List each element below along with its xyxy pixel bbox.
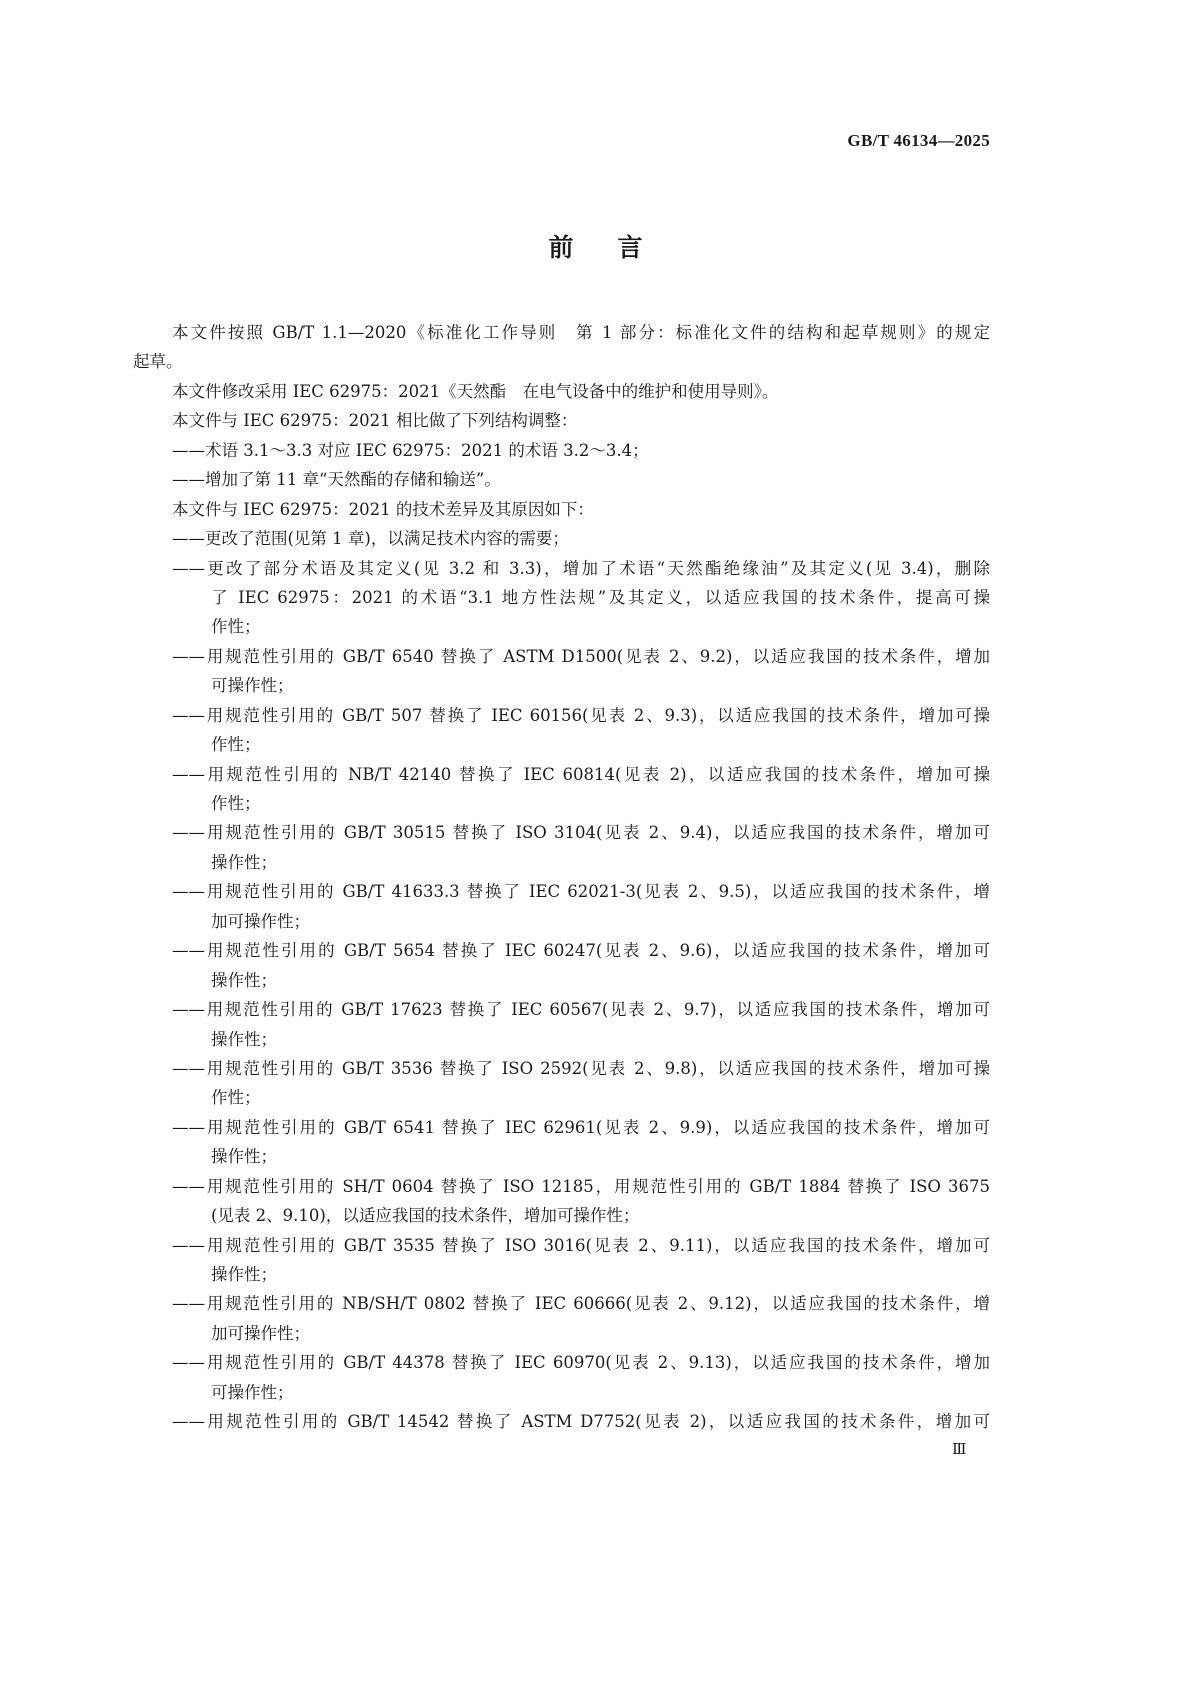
text-line: 本文件与 IEC 62975：2021 相比做了下列结构调整： [172, 411, 578, 431]
list-item [133, 995, 990, 1054]
list-item [133, 436, 990, 465]
document-body [133, 318, 990, 1437]
list-item [133, 1289, 990, 1348]
list-item [133, 524, 990, 553]
text-line: 本文件与 IEC 62975：2021 的技术差异及其原因如下： [172, 499, 594, 519]
text-line: ——用规范性引用的 GB/T 17623 替换了 IEC 60567(见表 2、9.7)，以适应我国的技术条件，增加可 [172, 1000, 990, 1020]
list-item [133, 642, 990, 701]
text-line: ——用规范性引用的 NB/SH/T 0802 替换了 IEC 60666(见表 2、9.12)，以适应我国的技术条件，增 [172, 1294, 990, 1314]
text-line: ——用规范性引用的 GB/T 30515 替换了 ISO 3104(见表 2、9.4)，以适应我国的技术条件，增加可 [172, 823, 990, 843]
paragraph [133, 406, 990, 435]
text-line: ——用规范性引用的 GB/T 5654 替换了 IEC 60247(见表 2、9.6)，以适应我国的技术条件，增加可 [172, 941, 990, 961]
text-line: 操作性； [211, 1029, 277, 1049]
text-line: ——用规范性引用的 GB/T 3536 替换了 ISO 2592(见表 2、9.8)，以适应我国的技术条件，增加可操 [172, 1058, 990, 1078]
text-line: ——更改了范围(见第 1 章)，以满足技术内容的需要； [172, 529, 569, 549]
text-line: (见表 2、9.10)，以适应我国的技术条件，增加可操作性； [211, 1206, 640, 1226]
text-line: ——术语 3.1～3.3 对应 IEC 62975：2021 的术语 3.2～3.4； [172, 440, 649, 460]
text-line: 加可操作性； [211, 911, 310, 931]
text-line: 作性； [211, 794, 261, 813]
title-char: 言 [617, 233, 643, 262]
text-line: 可操作性； [211, 1382, 294, 1402]
list-item [133, 877, 990, 936]
list-item [133, 760, 990, 819]
text-line: ——用规范性引用的 GB/T 6541 替换了 IEC 62961(见表 2、9.9)，以适应我国的技术条件，增加可 [172, 1117, 990, 1137]
list-item [133, 701, 990, 760]
standard-number: GB/T 46134—2025 [847, 131, 990, 150]
title-char: 前 [548, 233, 574, 262]
text-line: ——用规范性引用的 GB/T 44378 替换了 IEC 60970(见表 2、9.13)，以适应我国的技术条件，增加 [172, 1353, 990, 1373]
text-line: 了 IEC 62975：2021 的术语“3.1 地方性法规”及其定义，以适应我国的技术条件，提高可操 [211, 587, 990, 607]
text-line: ——用规范性引用的 GB/T 6540 替换了 ASTM D1500(见表 2、9.2)，以适应我国的技术条件，增加 [172, 646, 990, 666]
list-item [133, 1231, 990, 1290]
text-line: 起草。 [133, 352, 183, 372]
page-title [0, 228, 1191, 264]
list-item [133, 1348, 990, 1407]
list-item [133, 1054, 990, 1113]
text-line: 操作性； [211, 1147, 277, 1167]
text-line: ——用规范性引用的 GB/T 3535 替换了 ISO 3016(见表 2、9.11)，以适应我国的技术条件，增加可 [172, 1235, 990, 1255]
text-line: 操作性； [211, 852, 277, 872]
text-line: 本文件按照 GB/T 1.1—2020《标准化工作导则 第 1 部分：标准化文件的结构和起草规则》的规定 [172, 323, 990, 342]
page-number: Ⅲ [952, 1440, 967, 1458]
text-line: 加可操作性； [211, 1323, 310, 1343]
text-line: ——用规范性引用的 SH/T 0604 替换了 ISO 12185，用规范性引用的 GB/T 1884 替换了 ISO 3675 [172, 1176, 990, 1196]
text-line: 作性； [211, 735, 261, 755]
text-line: 作性； [211, 617, 261, 637]
paragraph [133, 318, 990, 377]
text-line: 操作性； [211, 1265, 277, 1284]
list-item [133, 1113, 990, 1172]
text-line: 操作性； [211, 970, 277, 990]
list-item [133, 1172, 990, 1231]
paragraph [133, 377, 990, 406]
text-line: ——更改了部分术语及其定义(见 3.2 和 3.3)，增加了术语“天然酯绝缘油”及其定义(见 3.4)，删除 [172, 558, 990, 578]
paragraph [133, 495, 990, 524]
text-line: 本文件修改采用 IEC 62975：2021《天然酯 在电气设备中的维护和使用导则》。 [172, 381, 779, 401]
text-line: ——用规范性引用的 GB/T 14542 替换了 ASTM D7752(见表 2)，以适应我国的技术条件，增加可 [172, 1412, 990, 1432]
list-item [133, 818, 990, 877]
list-item [133, 1407, 990, 1436]
list-item [133, 936, 990, 995]
text-line: ——增加了第 11 章“天然酯的存储和输送”。 [172, 470, 501, 490]
text-line: ——用规范性引用的 NB/T 42140 替换了 IEC 60814(见表 2)，以适应我国的技术条件，增加可操 [172, 764, 990, 784]
list-item [133, 465, 990, 494]
list-item [133, 554, 990, 642]
text-line: ——用规范性引用的 GB/T 41633.3 替换了 IEC 62021-3(见表 2、9.5)，以适应我国的技术条件，增 [172, 882, 990, 902]
text-line: ——用规范性引用的 GB/T 507 替换了 IEC 60156(见表 2、9.3)，以适应我国的技术条件，增加可操 [172, 705, 990, 725]
text-line: 作性； [211, 1088, 261, 1108]
text-line: 可操作性； [211, 676, 294, 696]
